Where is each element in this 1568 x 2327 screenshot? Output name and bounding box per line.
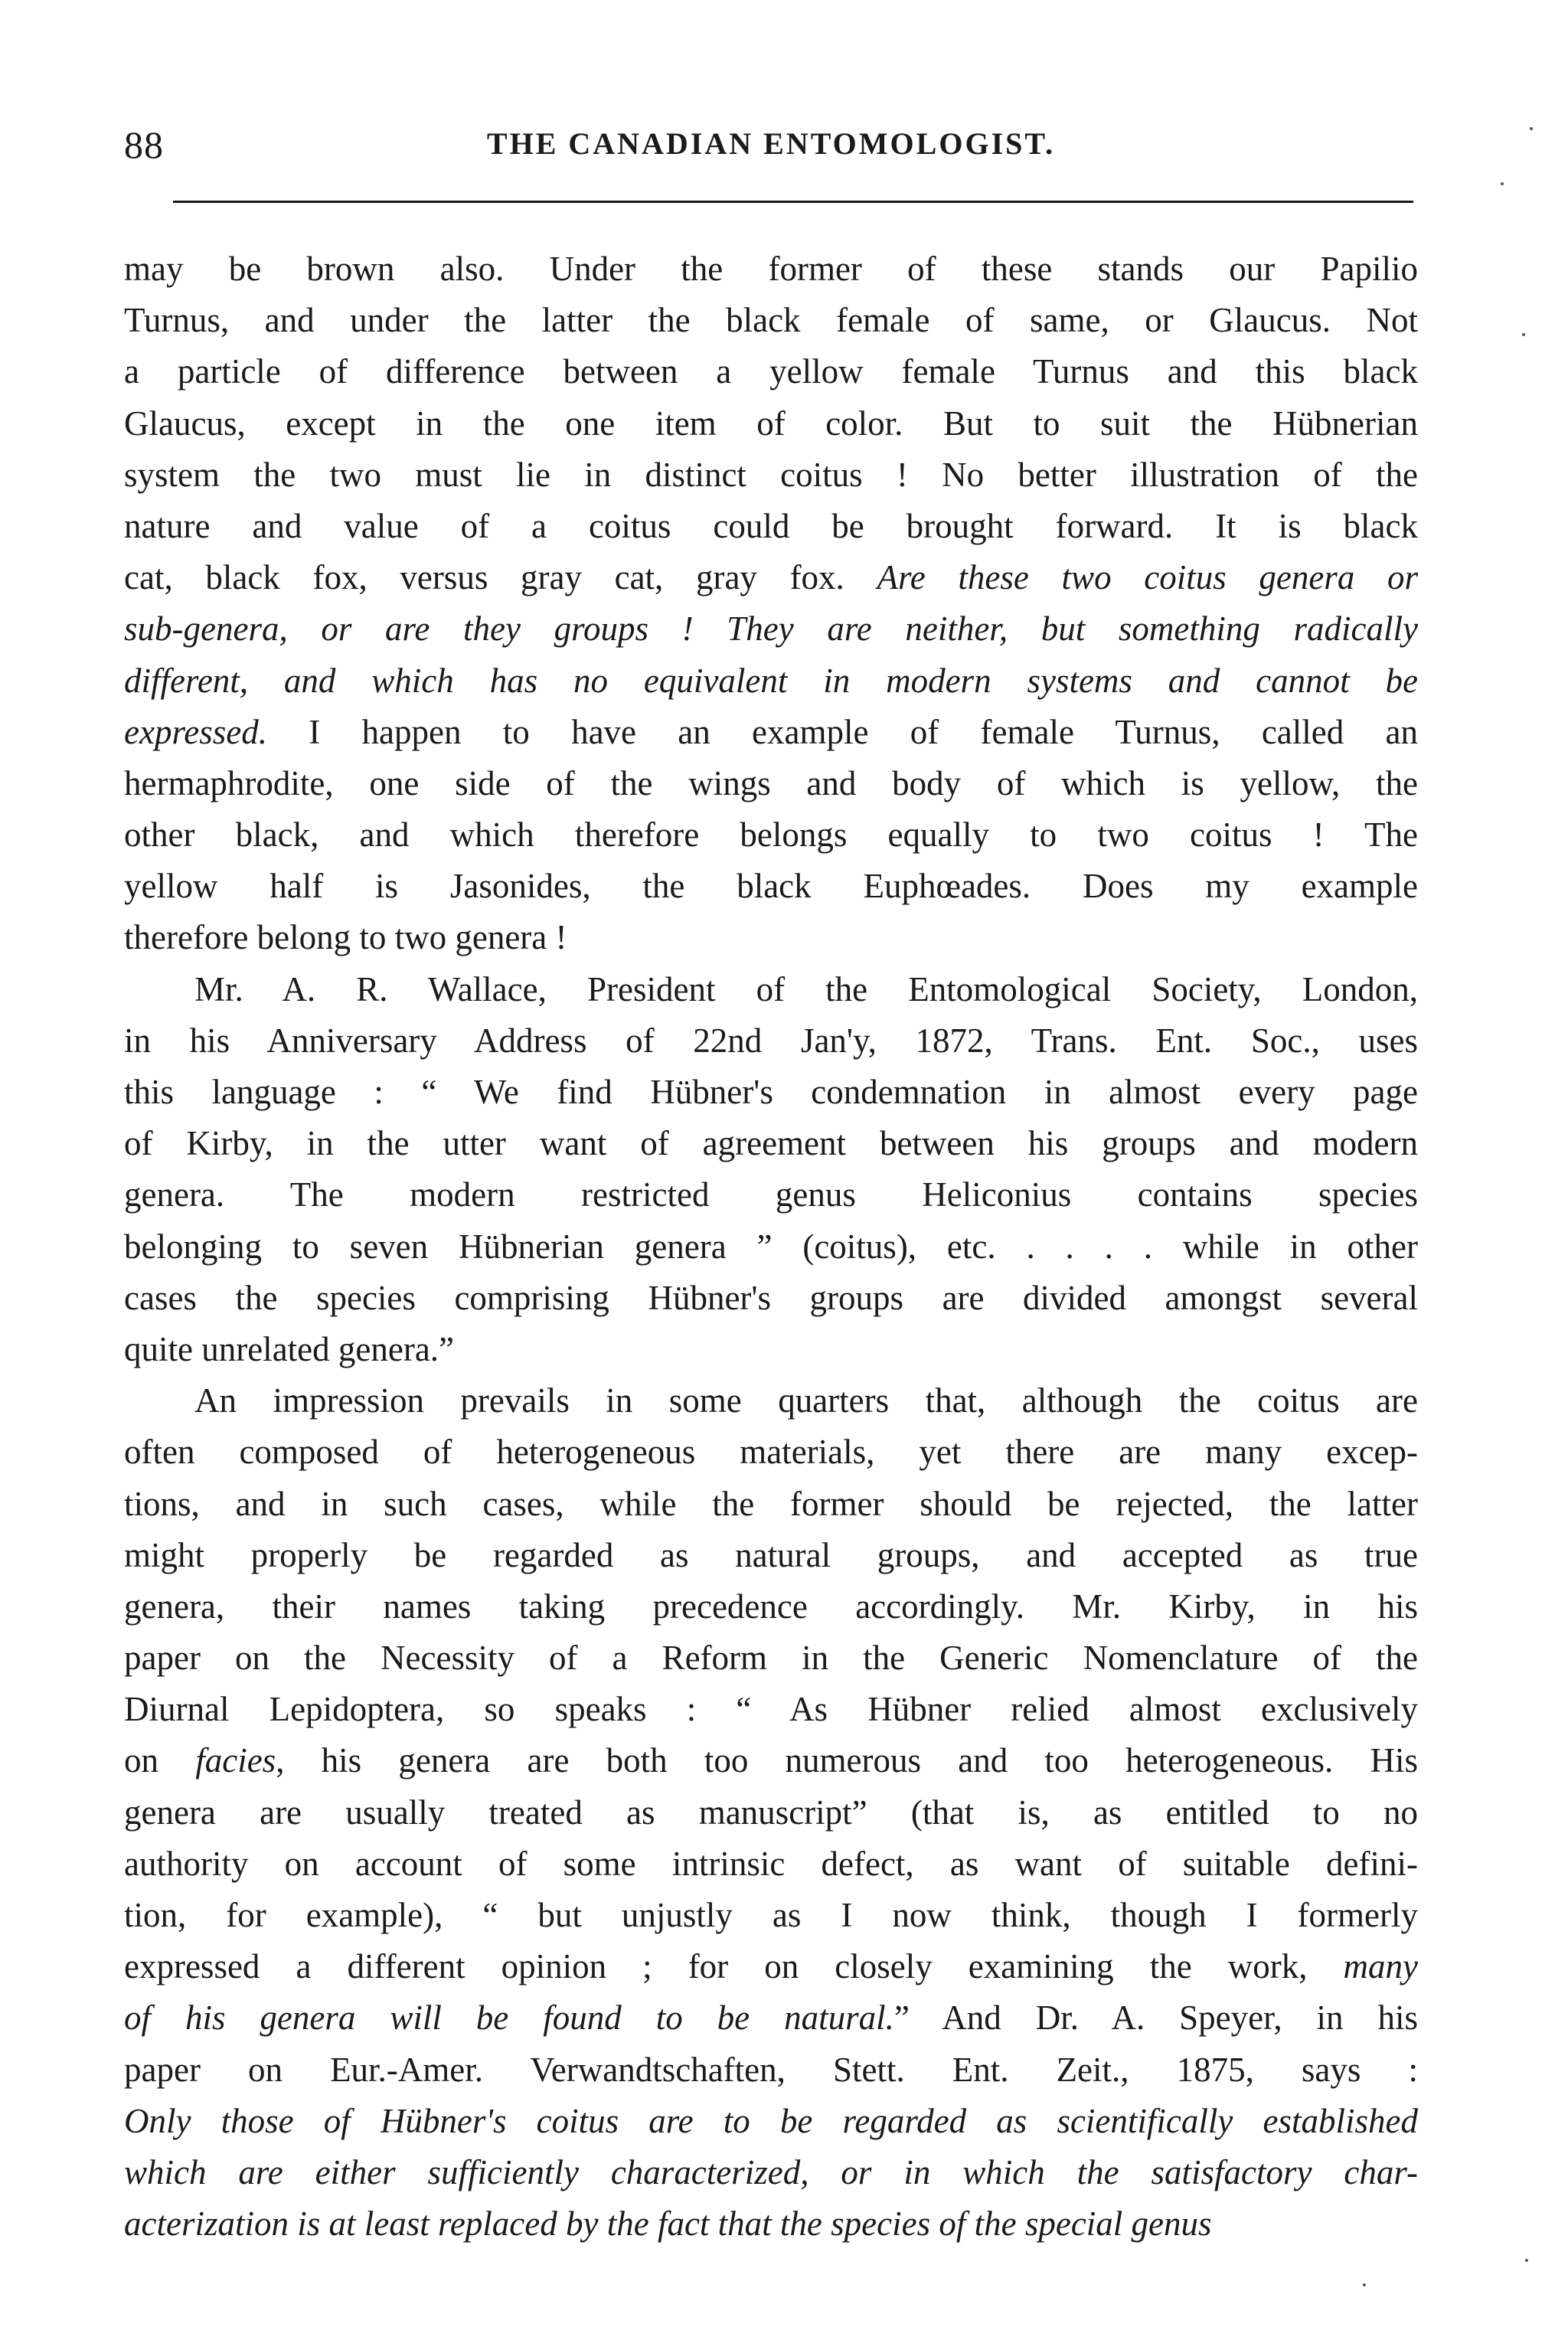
text-line <box>124 1632 1418 1684</box>
text-run: quite unrelated genera.” <box>124 1329 455 1368</box>
text-run: I happen to have an example of female Turnus, called an <box>267 712 1418 751</box>
text-run: cat, black fox, versus gray cat, gray fox. <box>124 558 877 597</box>
text-run: genera are usually treated as manuscript” (that is, as entitled to no <box>124 1793 1418 1832</box>
italic-text: facies <box>195 1741 276 1780</box>
text-line <box>124 1427 1418 1478</box>
scan-speck <box>1522 333 1525 336</box>
text-run: paper on the Necessity of a Reform in the Generic Nomenclature of the <box>124 1639 1418 1678</box>
text-line <box>124 1169 1418 1221</box>
scan-speck <box>1363 2283 1366 2286</box>
text-line <box>124 1838 1418 1890</box>
text-line <box>124 1992 1418 2044</box>
text-run: authority on account of some intrinsic defect, as want of suitable defini- <box>124 1844 1418 1883</box>
page-number: 88 <box>124 123 164 166</box>
text-line <box>124 295 1418 346</box>
text-run: a particle of difference between a yellow female Turnus and this black <box>124 352 1418 391</box>
text-line <box>124 1067 1418 1118</box>
text-line <box>124 449 1418 501</box>
text-line <box>124 2096 1418 2147</box>
header-rule <box>173 201 1413 203</box>
text-line <box>124 1273 1418 1324</box>
text-run: tions, and in such cases, while the former should be rejected, the latter <box>124 1484 1418 1523</box>
text-line <box>124 1015 1418 1067</box>
text-line <box>124 501 1418 552</box>
text-line <box>124 2044 1418 2096</box>
text-run: An impression prevails in some quarters that, although the coitus are <box>194 1381 1418 1420</box>
text-run: yellow half is Jasonides, the black Euphœades. Does my example <box>124 867 1418 906</box>
page-header <box>124 123 1418 176</box>
text-run: Turnus, and under the latter the black female of same, or Glaucus. Not <box>124 301 1418 340</box>
text-line <box>124 861 1418 912</box>
italic-text: sub-genera, or are they groups ! They are neither, but something radically <box>124 610 1418 649</box>
text-line <box>124 1221 1418 1273</box>
text-run: of Kirby, in the utter want of agreement between his groups and modern <box>124 1124 1418 1163</box>
text-run: expressed a different opinion ; for on closely examining the work, <box>124 1947 1344 1986</box>
italic-text: many <box>1343 1947 1418 1986</box>
italic-text: acterization is at least replaced by the fact that the species of the special genus <box>124 2204 1212 2244</box>
text-line <box>124 1581 1418 1632</box>
text-run: ” And Dr. A. Speyer, in his <box>893 1999 1418 2038</box>
paragraph <box>124 1375 1418 2250</box>
italic-text: Only those of Hübner's coitus are to be regarded as scientifically established <box>124 2101 1418 2140</box>
text-run: paper on Eur.-Amer. Verwandtschaften, Stett. Ent. Zeit., 1875, says : <box>124 2050 1418 2089</box>
text-line <box>124 552 1418 603</box>
text-line <box>124 1735 1418 1786</box>
text-line <box>124 964 1418 1015</box>
text-line <box>124 758 1418 809</box>
text-line <box>124 1684 1418 1735</box>
body-text <box>124 243 1418 2250</box>
text-run: system the two must lie in distinct coitus ! No better illustration of the <box>124 455 1418 494</box>
text-line <box>124 2198 1418 2250</box>
text-line <box>124 655 1418 707</box>
text-run: in his Anniversary Address of 22nd Jan'y, 1872, Trans. Ent. Soc., uses <box>124 1021 1418 1060</box>
text-run: tion, for example), “ but unjustly as I now think, though I formerly <box>124 1896 1418 1934</box>
paragraph <box>124 243 1418 964</box>
text-run: hermaphrodite, one side of the wings and body of which is yellow, the <box>124 763 1418 802</box>
text-line <box>124 1530 1418 1581</box>
text-run: , his genera are both too numerous and too heterogeneous. His <box>276 1741 1418 1780</box>
text-run: Mr. A. R. Wallace, President of the Entomological Society, London, <box>194 969 1418 1008</box>
text-run: often composed of heterogeneous materials, yet there are many excep- <box>124 1433 1418 1472</box>
text-line <box>124 243 1418 295</box>
text-run: genera, their names taking precedence accordingly. Mr. Kirby, in his <box>124 1587 1418 1626</box>
text-line <box>124 603 1418 655</box>
text-run: genera. The modern restricted genus Heliconius contains species <box>124 1175 1418 1214</box>
italic-text: different, and which has no equivalent in modern systems and cannot be <box>124 661 1418 700</box>
text-line <box>124 2147 1418 2198</box>
scan-speck <box>1501 182 1504 185</box>
text-line <box>124 1375 1418 1427</box>
italic-text: of his genera will be found to be natural. <box>124 1999 894 2038</box>
italic-text: expressed. <box>124 712 268 751</box>
text-line <box>124 1118 1418 1169</box>
text-run: might properly be regarded as natural groups, and accepted as true <box>124 1535 1418 1574</box>
italic-text: which are either sufficiently characterized, or in which the satisfactory char- <box>124 2152 1418 2191</box>
text-run: Glaucus, except in the one item of color. But to suit the Hübnerian <box>124 404 1418 443</box>
text-run: therefore belong to two genera ! <box>124 918 567 957</box>
scan-speck <box>1530 127 1533 130</box>
paragraph <box>124 964 1418 1376</box>
text-run: cases the species comprising Hübner's groups are divided amongst several <box>124 1278 1418 1317</box>
text-line <box>124 1787 1418 1838</box>
text-line <box>124 809 1418 861</box>
text-run: may be brown also. Under the former of these stands our Papilio <box>124 250 1418 288</box>
text-line <box>124 912 1418 963</box>
text-line <box>124 1324 1418 1375</box>
text-run: other black, and which therefore belongs equally to two coitus ! The <box>124 815 1418 855</box>
text-run: this language : “ We find Hübner's condemnation in almost every page <box>124 1073 1418 1111</box>
scan-speck <box>1525 2259 1528 2262</box>
text-line <box>124 1941 1418 1992</box>
text-run: on <box>124 1741 196 1780</box>
running-title: THE CANADIAN ENTOMOLOGIST. <box>486 126 1056 161</box>
text-run: Diurnal Lepidoptera, so speaks : “ As Hübner relied almost exclusively <box>124 1690 1418 1729</box>
text-line <box>124 398 1418 449</box>
text-line <box>124 707 1418 758</box>
text-line <box>124 1479 1418 1530</box>
text-line <box>124 1890 1418 1941</box>
text-line <box>124 346 1418 397</box>
text-run: nature and value of a coitus could be brought forward. It is black <box>124 506 1418 545</box>
italic-text: Are these two coitus genera or <box>877 558 1418 597</box>
text-run: belonging to seven Hübnerian genera ” (coitus), etc. . . . . while in other <box>124 1227 1418 1266</box>
